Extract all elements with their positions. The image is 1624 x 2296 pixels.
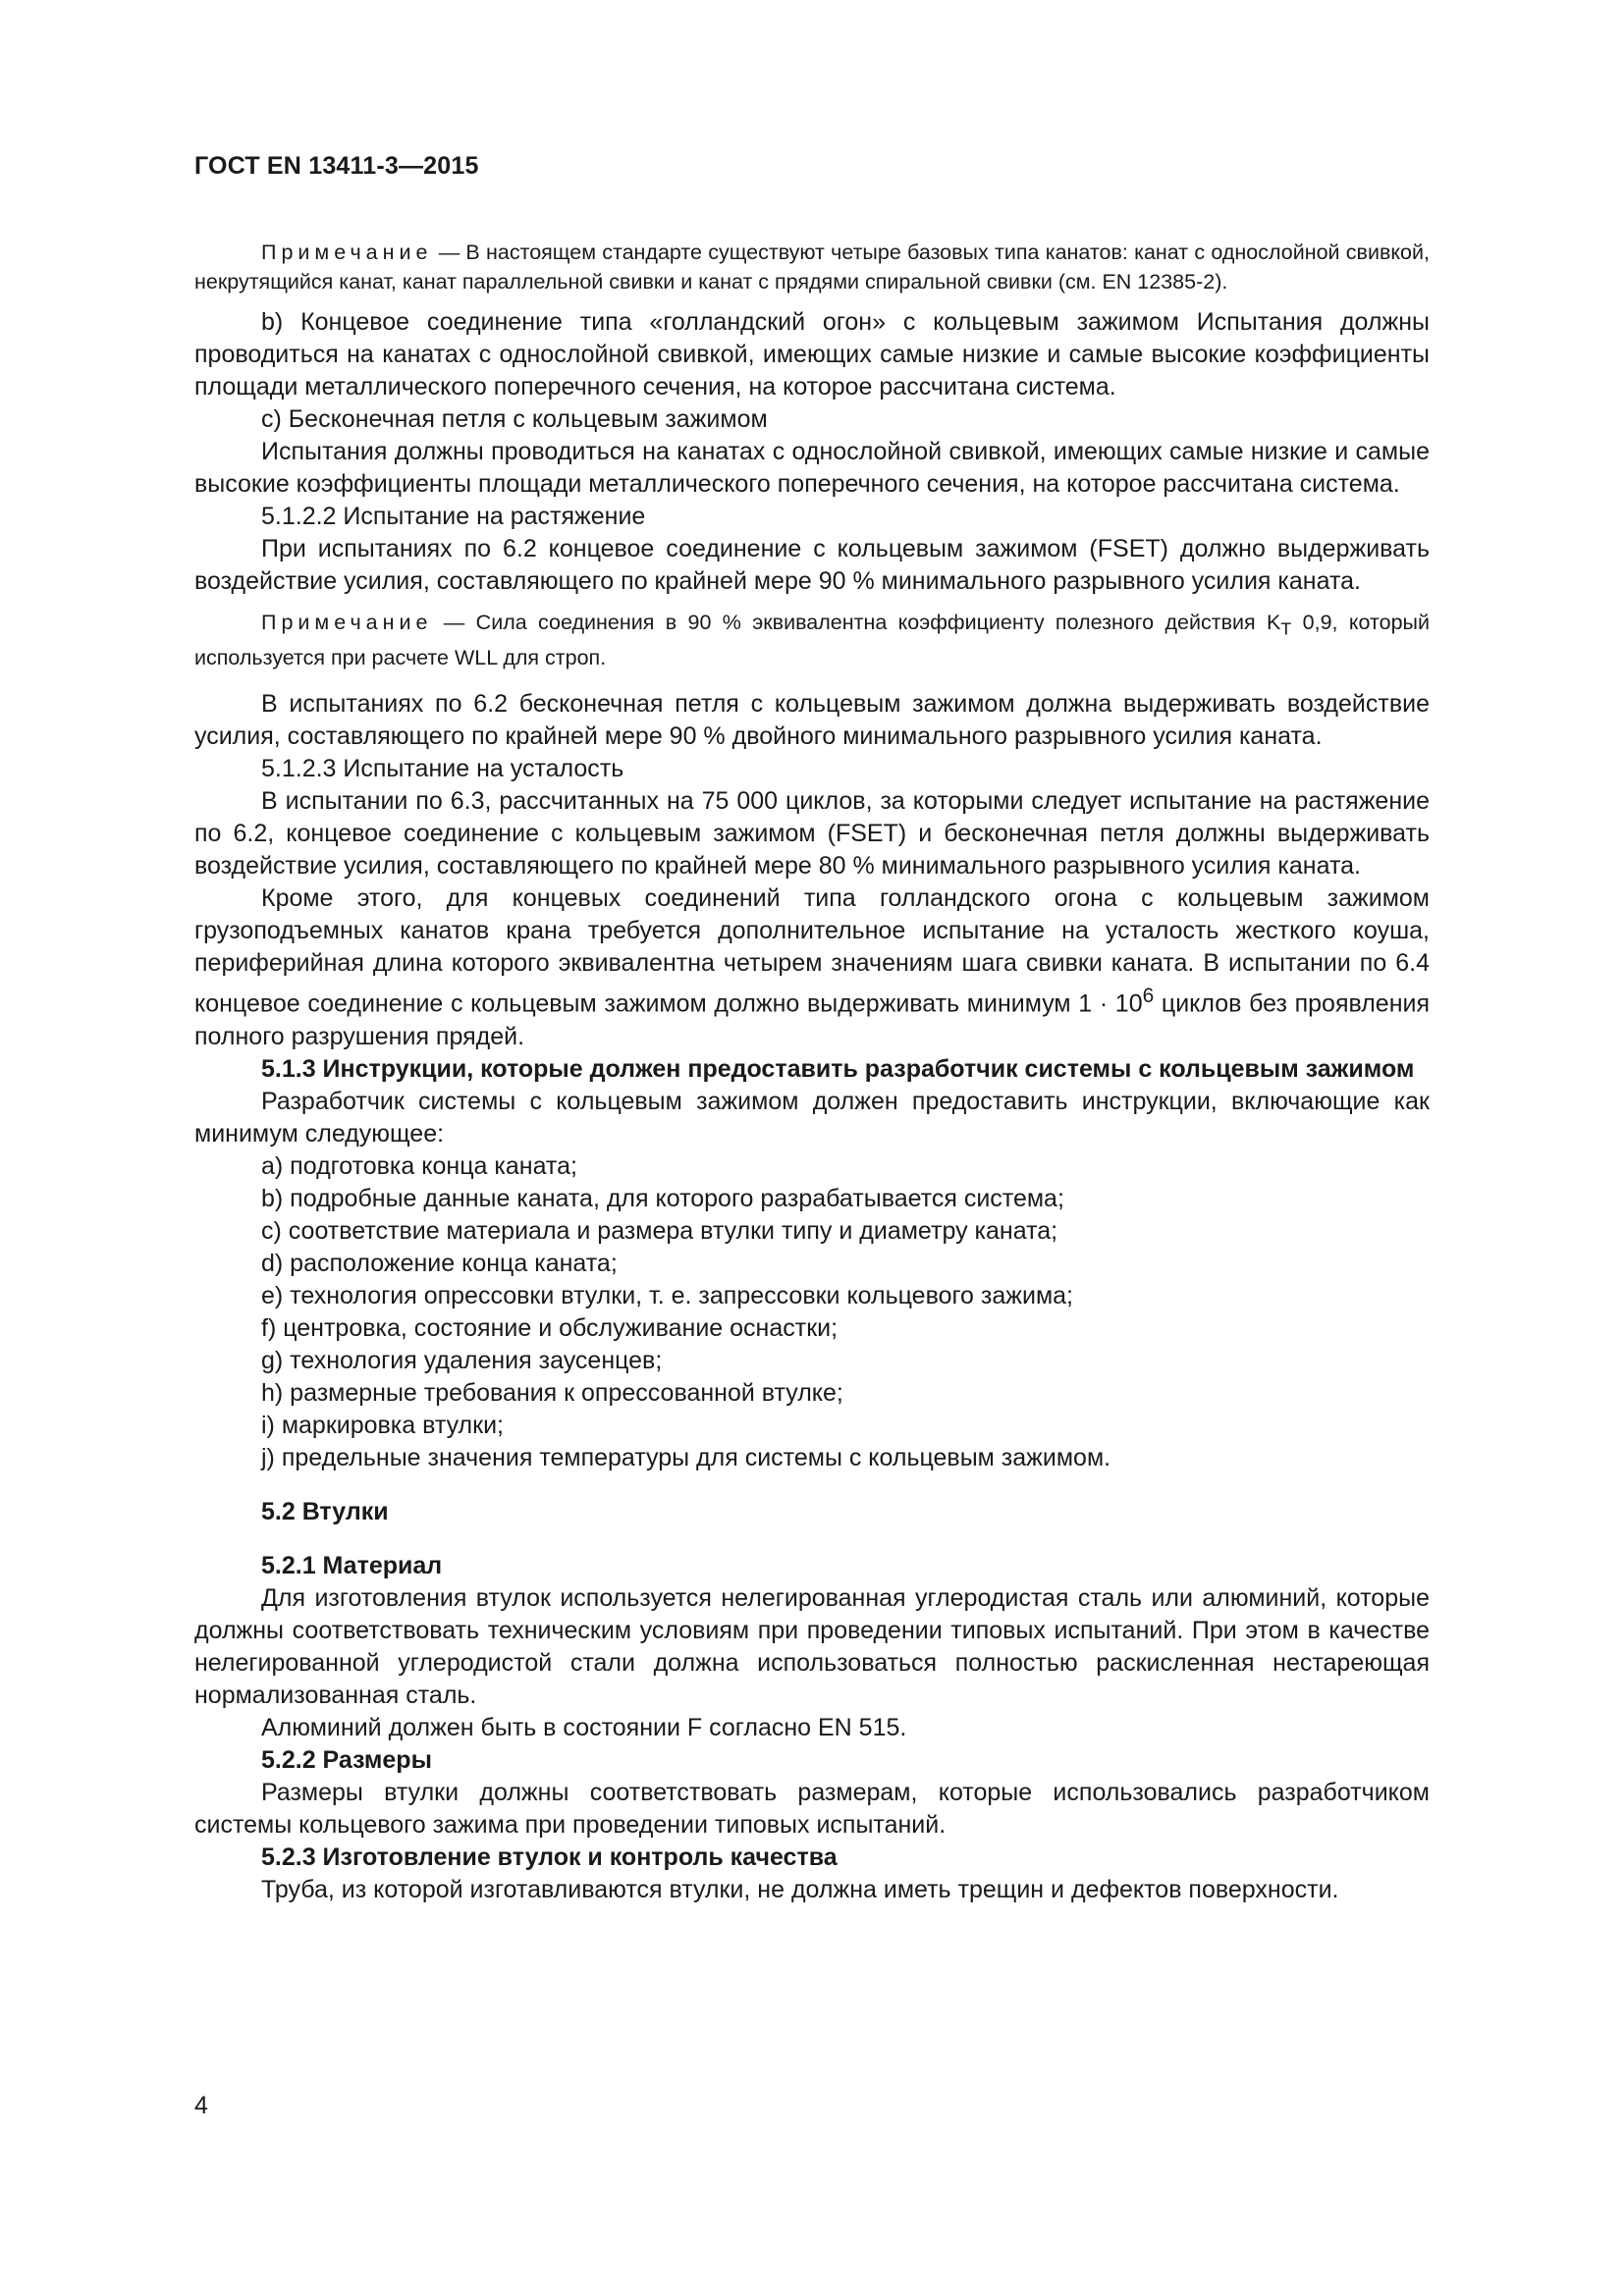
paragraph-b: b) Концевое соединение типа «голландский огон» с кольцевым зажимом Испытания должны проводиться на канатах с однослойной свивкой, имеющих самые низкие и самые высокие коэффициенты площади металлического поперечного сечения, на которое рассчитана система. (194, 308, 1430, 400)
paragraph-c-text: Испытания должны проводиться на канатах с однослойной свивкой, имеющих самые низкие и самые высокие коэффициенты площади металлического поперечного сечения, на которое рассчитана система. (194, 438, 1430, 498)
note-rope-types (194, 238, 1430, 296)
page-number: 4 (194, 2092, 208, 2119)
paragraph-5-2-3: Труба, из которой изготавливаются втулки, не должна иметь трещин и дефектов поверхности. (261, 1875, 1339, 1903)
paragraph-crane-ropes (194, 882, 1430, 1052)
paragraph-5-1-2-3: В испытании по 6.3, рассчитанных на 75 000 циклов, за которыми следует испытание на растяжение по 6.2, концевое соединение с кольцевым зажимом (FSET) и бесконечная петля должны выдерживать воздействие усилия, составляющего по крайней мере 80 % минимального разрывного усилия каната. (194, 787, 1430, 881)
paragraph-5-2-2: Размеры втулки должны соответствовать размерам, которые использовались разработчиком системы кольцевого зажима при проведении типовых испытаний. (194, 1778, 1430, 1839)
heading-5-2: 5.2 Втулки (261, 1497, 389, 1525)
list-item: g) технология удаления заусенцев; (261, 1346, 663, 1374)
list-item: j) предельные значения температуры для системы с кольцевым зажимом. (261, 1443, 1111, 1471)
paragraph-5-2-1: Для изготовления втулок используется нелегированная углеродистая сталь или алюминий, которые должны соответствовать техническим условиям при проведении типовых испытаний. При этом в качестве нелегированной углеродистой стали должна использоваться полностью раскисленная нестареющая нормализованная сталь. (194, 1583, 1430, 1709)
heading-5-1-3: 5.1.3 Инструкции, которые должен предоставить разработчик системы с кольцевым зажимом (261, 1054, 1415, 1083)
list-item: e) технология опрессовки втулки, т. е. запрессовки кольцевого зажима; (261, 1281, 1073, 1309)
note-joint-strength (194, 608, 1430, 672)
heading-5-2-2: 5.2.2 Размеры (261, 1745, 432, 1774)
note-text: — В настоящем стандарте существуют четыре базовых типа канатов: канат с однослойной свивкой, некрутящийся канат, канат параллельной свивки и канат с прядями спиральной свивки (см. EN 12385-2). (194, 240, 1430, 294)
paragraph-5-2-1-aluminium: Алюминий должен быть в состоянии F согласно EN 515. (261, 1713, 907, 1741)
heading-5-2-3: 5.2.3 Изготовление втулок и контроль качества (261, 1842, 838, 1871)
heading-5-1-2-2: 5.1.2.2 Испытание на растяжение (261, 503, 646, 530)
text-before: Кроме этого, для концевых соединений типа голландского огона с кольцевым зажимом грузоподъемных канатов крана требуется дополнительное испытание на усталость жесткого коуша, периферийная длина которого эквивалентна четырем значениям шага свивки каната. В испытании по 6.4 концевое соединение с кольцевым зажимом должно выдерживать минимум 1 · 10 (194, 884, 1430, 1018)
paragraph-c-title: c) Бесконечная петля с кольцевым зажимом (261, 405, 768, 433)
list-item: b) подробные данные каната, для которого разрабатывается система; (261, 1184, 1064, 1212)
note-text-before: — Сила соединения в 90 % эквивалентна коэффициенту полезного действия K (432, 611, 1281, 634)
paragraph-endless-loop: В испытаниях по 6.2 бесконечная петля с кольцевым зажимом должна выдерживать воздействие усилия, составляющего по крайней мере 90 % двойного минимального разрывного усилия каната. (194, 690, 1430, 751)
note-subscript: T (1280, 618, 1292, 639)
heading-5-1-2-3: 5.1.2.3 Испытание на усталость (261, 755, 624, 783)
list-item: h) размерные требования к опрессованной втулке; (261, 1378, 843, 1407)
document-header: ГОСТ EN 13411-3—2015 (194, 152, 479, 180)
paragraph-5-1-2-2: При испытаниях по 6.2 концевое соединение с кольцевым зажимом (FSET) должно выдерживать воздействие усилия, составляющего по крайней мере 90 % минимального разрывного усилия каната. (194, 535, 1430, 595)
paragraph-5-1-3: Разработчик системы с кольцевым зажимом должен предоставить инструкции, включающие как минимум следующее: (194, 1087, 1430, 1148)
note-text-after: 0,9, который используется при расчете WLL для строп. (194, 611, 1430, 670)
note-label: Примечание (261, 240, 433, 264)
heading-5-2-1: 5.2.1 Материал (261, 1551, 443, 1579)
list-item: f) центровка, состояние и обслуживание оснастки; (261, 1313, 839, 1342)
list-item: a) подготовка конца каната; (261, 1151, 577, 1180)
superscript: 6 (1142, 985, 1155, 1008)
list-item: c) соответствие материала и размера втулки типу и диаметру каната; (261, 1216, 1058, 1245)
instruction-list (194, 1150, 1430, 1474)
text-after: циклов без проявления полного разрушения прядей. (194, 989, 1430, 1050)
note-label: Примечание (261, 611, 433, 634)
list-item: i) маркировка втулки; (261, 1411, 504, 1439)
list-item: d) расположение конца каната; (261, 1249, 618, 1277)
